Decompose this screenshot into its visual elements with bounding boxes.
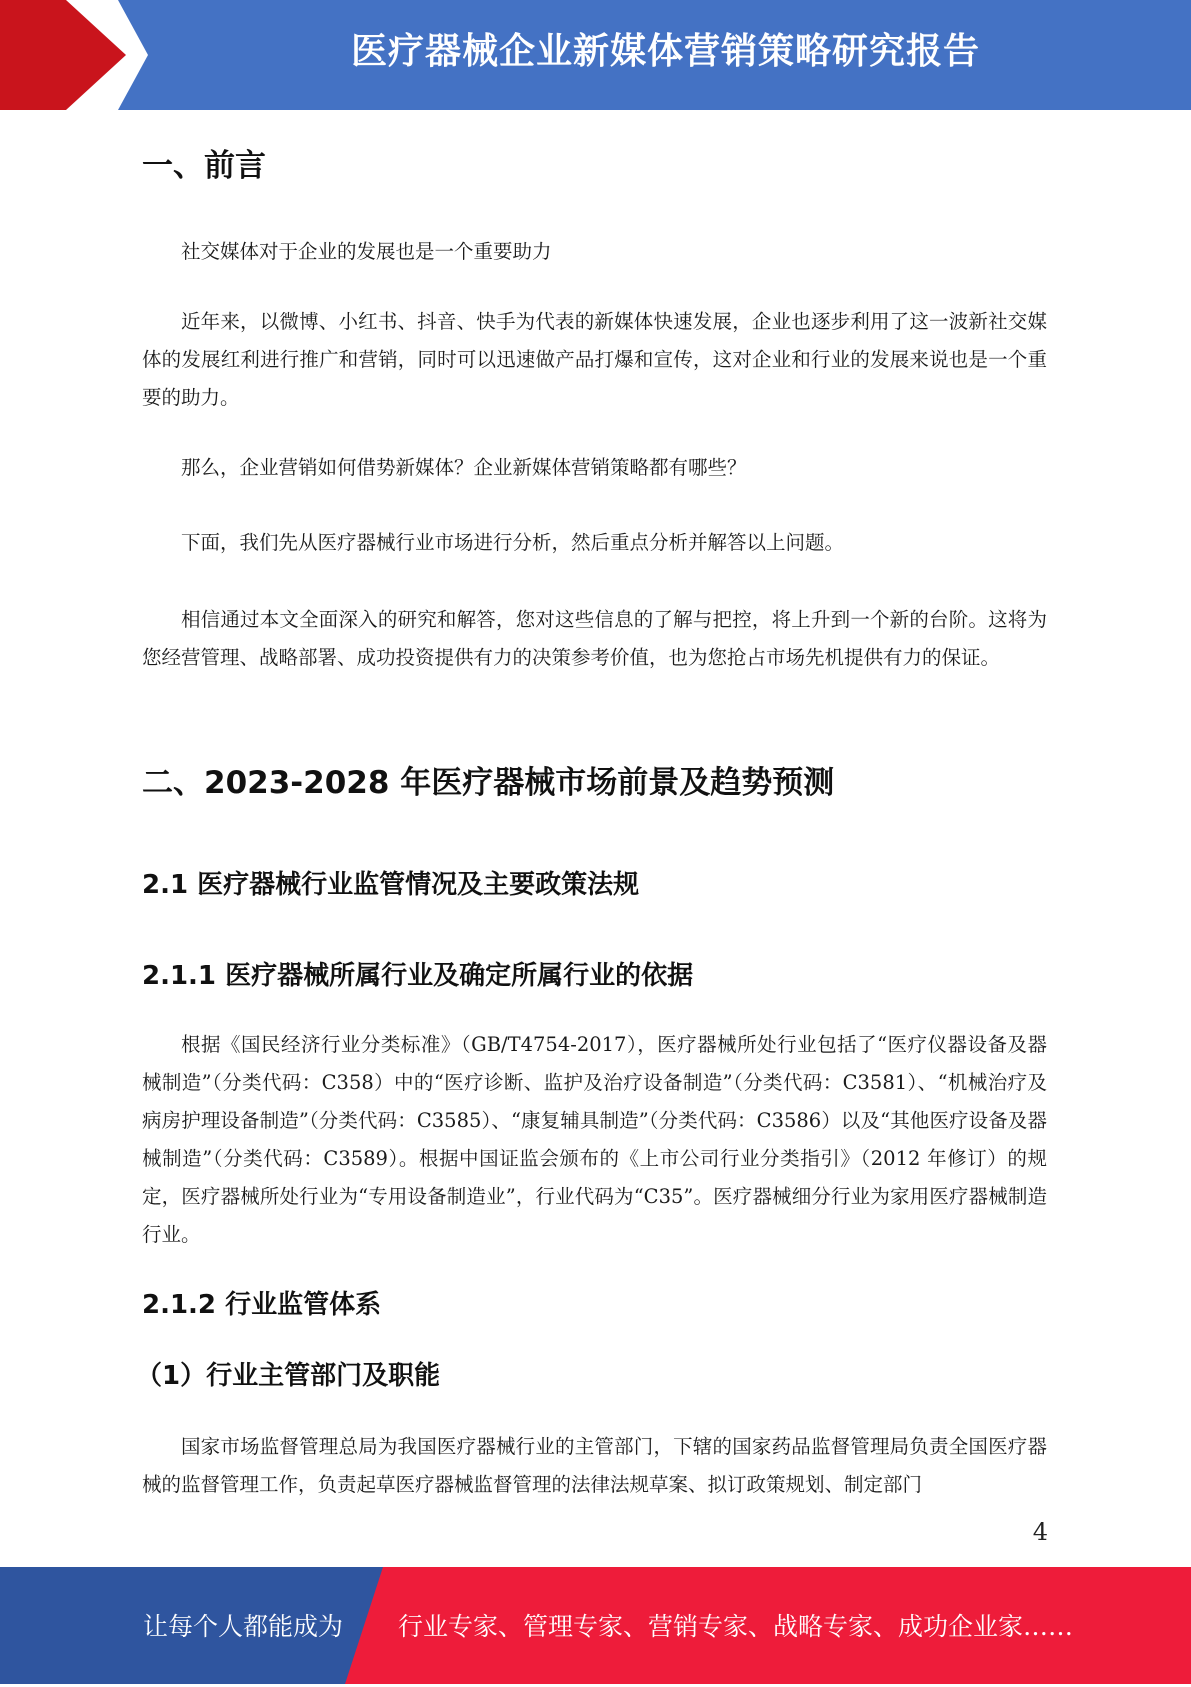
paragraph: 国家市场监督管理总局为我国医疗器械行业的主管部门，下辖的国家药品监督管理局负责全国医疗器械的监督管理工作，负责起草医疗器械监督管理的法律法规草案、拟订政策规划、制定部门 — [142, 1435, 1047, 1496]
subsection-heading-2-1-2: 2.1.2 行业监管体系 — [142, 1290, 382, 1320]
paragraph: 社交媒体对于企业的发展也是一个重要助力 — [181, 240, 552, 263]
report-title: 医疗器械企业新媒体营销策略研究报告 — [350, 31, 980, 72]
footer-slogan-left: 让每个人都能成为 — [143, 1612, 344, 1641]
paragraph: 那么，企业营销如何借势新媒体？企业新媒体营销策略都有哪些？ — [181, 456, 747, 479]
subsection-heading-2-1-1: 2.1.1 医疗器械所属行业及确定所属行业的依据 — [142, 961, 694, 991]
subsection-heading-2-1: 2.1 医疗器械行业监管情况及主要政策法规 — [142, 870, 640, 900]
paragraph: 相信通过本文全面深入的研究和解答，您对这些信息的了解与把控，将上升到一个新的台阶。这将为您经营管理、战略部署、成功投资提供有力的决策参考价值，也为您抢占市场先机提供有力的保证。 — [142, 608, 1047, 669]
paragraph: 根据《国民经济行业分类标准》（GB/T4754-2017），医疗器械所处行业包括了“医疗仪器设备及器械制造”（分类代码：C358）中的“医疗诊断、监护及治疗设备制造”（分类代码：C3581）、“机械治疗及病房护理设备制造”（分类代码：C3585）、“康复辅具制造”（分类代码：C3586）以及“其他医疗设备及器械制造”（分类代码：C3589）。根据中国证监会颁布的《上市公司行业分类指引》（2012 年修订）的规定，医疗器械所处行业为“专用设备制造业”，行业代码为“C35”。医疗器械细分行业为家用医疗器械制造行业。 — [142, 1033, 1047, 1246]
page-number: 4 — [1032, 1518, 1048, 1546]
header-banner — [0, 0, 1191, 110]
sub-subsection-heading: （1）行业主管部门及职能 — [136, 1361, 441, 1391]
footer-slogan-right: 行业专家、管理专家、营销专家、战略专家、成功企业家…… — [398, 1612, 1074, 1641]
footer-banner — [0, 1567, 1191, 1684]
paragraph: 近年来，以微博、小红书、抖音、快手为代表的新媒体快速发展，企业也逐步利用了这一波新社交媒体的发展红利进行推广和营销，同时可以迅速做产品打爆和宣传，这对企业和行业的发展来说也是一个重要的助力。 — [142, 310, 1047, 409]
paragraph: 下面，我们先从医疗器械行业市场进行分析，然后重点分析并解答以上问题。 — [181, 531, 845, 554]
section-heading-forecast: 二、2023-2028 年医疗器械市场前景及趋势预测 — [142, 765, 835, 801]
section-heading-preface: 一、前言 — [142, 148, 266, 184]
